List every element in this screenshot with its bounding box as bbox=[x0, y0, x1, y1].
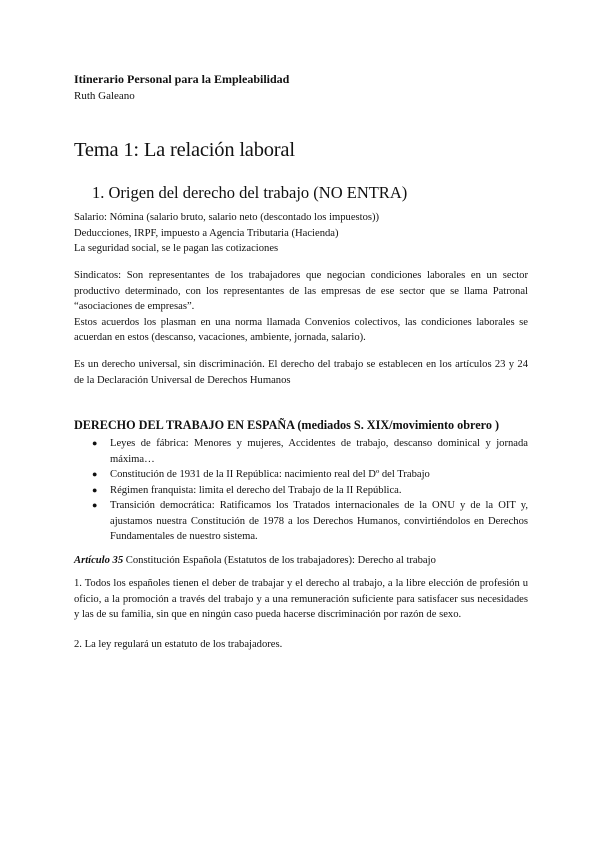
bullet-icon: ● bbox=[92, 484, 98, 495]
list-item: ● Leyes de fábrica: Menores y mujeres, Accidentes de trabajo, descanso dominical y jornada máxima… bbox=[92, 438, 528, 465]
convenios-text: Estos acuerdos los plasman en una norma llamada Convenios colectivos, las condiciones laborales se acuerdan en estos (descanso, vacaciones, ambiente, jornada, salario). bbox=[74, 316, 528, 343]
sindicatos-text: Sindicatos: Son representantes de los trabajadores que negocian condiciones laborales en un sector productivo determinado, con los representantes de las empresas de ese sector que se llama Patronal “asociaciones de empresas”. bbox=[74, 270, 528, 312]
section-2-heading bbox=[74, 418, 499, 433]
text-line: La seguridad social, se le pagan las cotizaciones bbox=[74, 243, 279, 254]
section-1-number: 1. bbox=[92, 183, 105, 202]
section-2-title-bold: DERECHO DEL TRABAJO EN ESPAÑA bbox=[74, 418, 295, 432]
article-label: Artículo 35 bbox=[74, 555, 124, 566]
list-item: ● Transición democrática: Ratificamos los Tratados internacionales de la ONU y de la OIT y, ajustamos nuestra Constitución de 1978 a los Derechos Humanos, convirtiéndolos en Derechos Fundamentales de nuestro sistema. bbox=[92, 500, 528, 542]
section-1-heading bbox=[92, 183, 407, 203]
bullet-icon: ● bbox=[92, 469, 98, 479]
topic-title: Tema 1: La relación laboral bbox=[74, 139, 295, 161]
bullet-icon: ● bbox=[92, 500, 98, 510]
document-author: Ruth Galeano bbox=[74, 90, 135, 102]
article-heading bbox=[74, 555, 436, 566]
list-item: ● Régimen franquista: limita el derecho del Trabajo de la II República. bbox=[92, 483, 528, 499]
text-line: Salario: Nómina (salario bruto, salario neto (descontado los impuestos)) bbox=[74, 212, 380, 223]
sindicatos-paragraph bbox=[74, 268, 528, 346]
section-2-title-rest: (mediados S. XIX/movimiento obrero ) bbox=[294, 418, 500, 432]
history-list bbox=[92, 436, 528, 545]
document-title: Itinerario Personal para la Empleabilidad bbox=[74, 72, 290, 86]
bullet-icon: ● bbox=[92, 438, 98, 448]
list-item: ● Constitución de 1931 de la II República: nacimiento real del Dº del Trabajo bbox=[92, 467, 528, 483]
salario-paragraph bbox=[74, 210, 528, 257]
article-paragraph-1: 1. Todos los españoles tienen el deber de trabajar y el derecho al trabajo, a la libre elección de profesión u oficio, a la promoción a través del trabajo y a una remuneración suficiente para satisfacer sus necesidades y las de su familia, sin que en ningún caso pueda hacerse discriminación por razón de sexo. bbox=[74, 578, 528, 620]
article-paragraph-2: 2. La ley regulará un estatuto de los trabajadores. bbox=[74, 639, 283, 650]
universal-paragraph: Es un derecho universal, sin discriminación. El derecho del trabajo se establecen en los artículos 23 y 24 de la Declaración Universal de Derechos Humanos bbox=[74, 359, 528, 386]
article-title: Constitución Española (Estatutos de los trabajadores): Derecho al trabajo bbox=[123, 555, 436, 566]
section-1-title: Origen del derecho del trabajo (NO ENTRA) bbox=[108, 183, 408, 202]
text-line: Deducciones, IRPF, impuesto a Agencia Tributaria (Hacienda) bbox=[74, 227, 339, 239]
